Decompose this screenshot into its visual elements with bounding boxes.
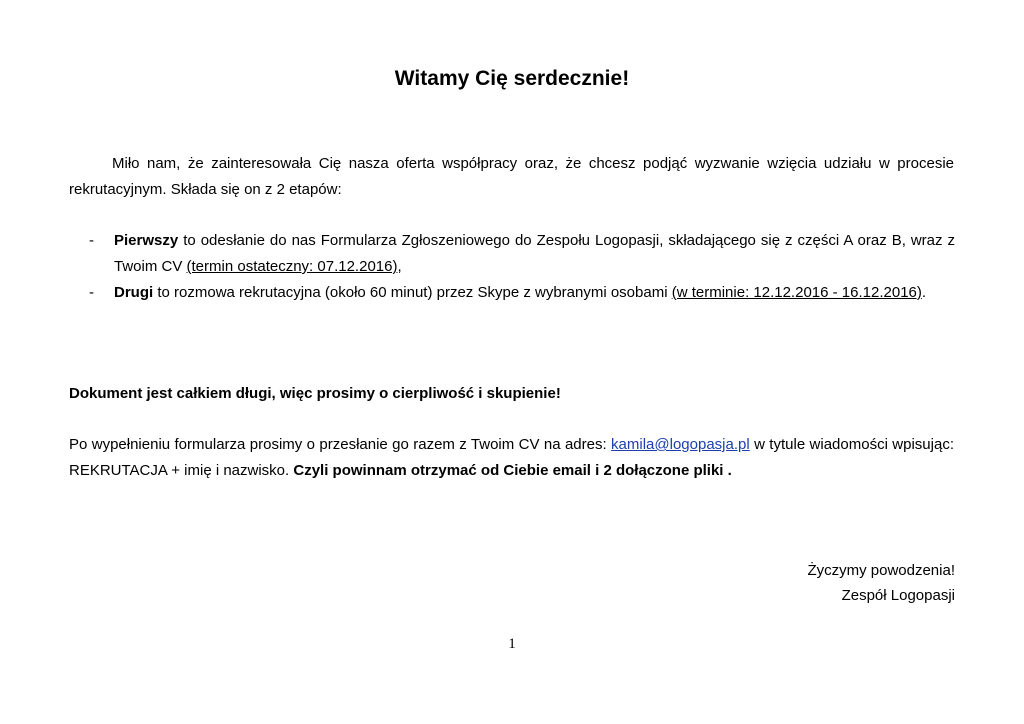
stage-end-punctuation: , — [397, 258, 402, 275]
signature: Zespół Logopasji — [841, 587, 955, 604]
page-title: Witamy Cię serdecznie! — [394, 67, 630, 90]
stage-name: Drugi — [114, 284, 154, 301]
submission-paragraph — [69, 432, 954, 484]
stage-description: to rozmowa rekrutacyjna (około 60 minut) przez Skype z wybranymi osobami — [153, 284, 672, 301]
stage-text — [114, 228, 955, 280]
stage-item-2 — [89, 280, 955, 306]
stage-deadline: (termin ostateczny: 07.12.2016) — [186, 258, 398, 275]
submission-text-before: Po wypełnieniu formularza prosimy o przesłanie go razem z Twoim CV na adres: — [69, 436, 612, 453]
stage-name: Pierwszy — [114, 232, 179, 249]
stage-end-punctuation: . — [921, 284, 927, 301]
bullet-dash: - — [89, 232, 94, 249]
stage-description: to odesłanie do nas Formularza Zgłoszeniowego do Zespołu Logopasji, składającego się z części A oraz B, wraz z Twoim CV — [114, 232, 955, 275]
stage-deadline: (w terminie: 12.12.2016 - 16.12.2016) — [671, 284, 922, 301]
intro-paragraph: Miło nam, że zainteresowała Cię nasza oferta współpracy oraz, że chcesz podjąć wyzwanie wzięcia udziału w procesie rekrutacyjnym. Składa się on z 2 etapów: — [69, 155, 954, 198]
page-number: 1 — [508, 636, 516, 652]
bullet-dash: - — [89, 284, 94, 301]
closing-wish: Życzymy powodzenia! — [807, 562, 955, 579]
stage-text — [114, 280, 955, 306]
email-link[interactable]: kamila@logopasja.pl — [611, 436, 750, 453]
stage-item-1 — [89, 228, 955, 280]
submission-summary: Czyli powinnam otrzymać od Ciebie email i 2 dołączone pliki . — [293, 462, 732, 479]
patience-note: Dokument jest całkiem długi, więc prosimy o cierpliwość i skupienie! — [69, 385, 561, 402]
submission-text-after: w tytule wiadomości wpisując: REKRUTACJA + imię i nazwisko. — [69, 436, 954, 479]
